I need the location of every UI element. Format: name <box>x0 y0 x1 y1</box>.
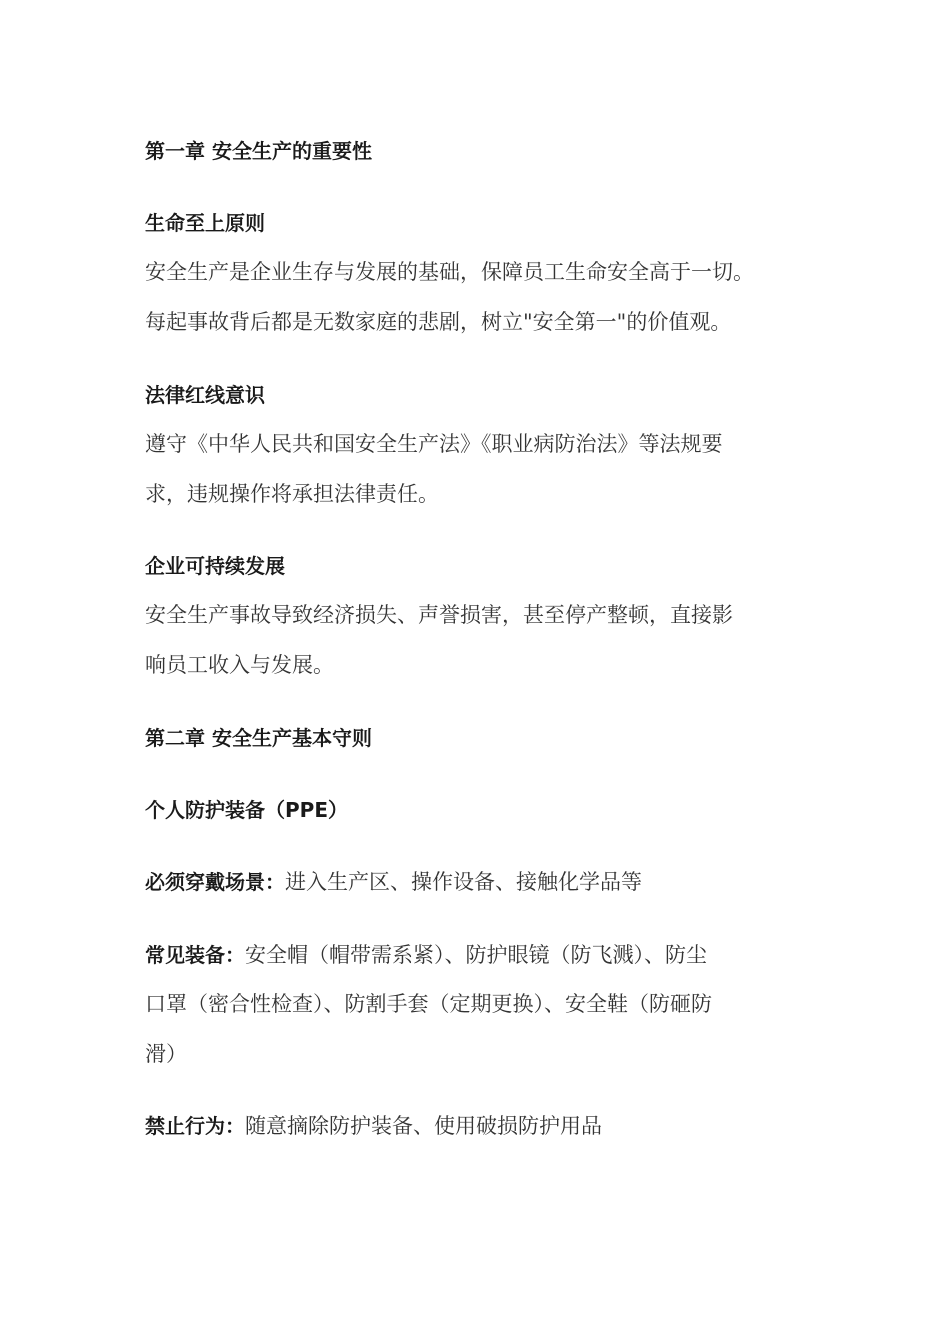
ppe-equipment-text: 安全帽（帽带需系紧）、防护眼镜（防飞溅）、防尘 <box>245 943 707 967</box>
section-heading-sustainable-development: 企业可持续发展 <box>145 554 285 578</box>
paragraph-line: 口罩（密合性检查）、防割手套（定期更换）、安全鞋（防砸防 <box>145 992 712 1016</box>
chapter-1-title: 第一章 安全生产的重要性 <box>145 139 372 163</box>
paragraph-line: 每起事故背后都是无数家庭的悲剧，树立"安全第一"的价值观。 <box>145 310 732 334</box>
ppe-scenes-label: 必须穿戴场景： <box>145 870 285 894</box>
paragraph-line: 安全生产事故导致经济损失、声誉损害，甚至停产整顿，直接影 <box>145 603 733 627</box>
section-heading-ppe: 个人防护装备（PPE） <box>145 798 348 822</box>
chapter-2-title: 第二章 安全生产基本守则 <box>145 726 372 750</box>
ppe-equipment-item <box>145 941 707 969</box>
ppe-scenes-text: 进入生产区、操作设备、接触化学品等 <box>285 870 642 894</box>
section-heading-life-first: 生命至上原则 <box>145 211 265 235</box>
ppe-prohibited-label: 禁止行为： <box>145 1114 245 1138</box>
paragraph-line: 安全生产是企业生存与发展的基础，保障员工生命安全高于一切。 <box>145 260 754 284</box>
section-heading-legal-awareness: 法律红线意识 <box>145 383 265 407</box>
paragraph-line: 求，违规操作将承担法律责任。 <box>145 482 439 506</box>
ppe-prohibited-text: 随意摘除防护装备、使用破损防护用品 <box>245 1114 602 1138</box>
paragraph-line: 滑） <box>145 1042 187 1066</box>
ppe-scenes-item <box>145 868 642 896</box>
paragraph-line: 遵守《中华人民共和国安全生产法》《职业病防治法》等法规要 <box>145 432 723 456</box>
ppe-prohibited-item <box>145 1112 602 1140</box>
paragraph-line: 响员工收入与发展。 <box>145 653 334 677</box>
ppe-equipment-label: 常见装备： <box>145 943 245 967</box>
